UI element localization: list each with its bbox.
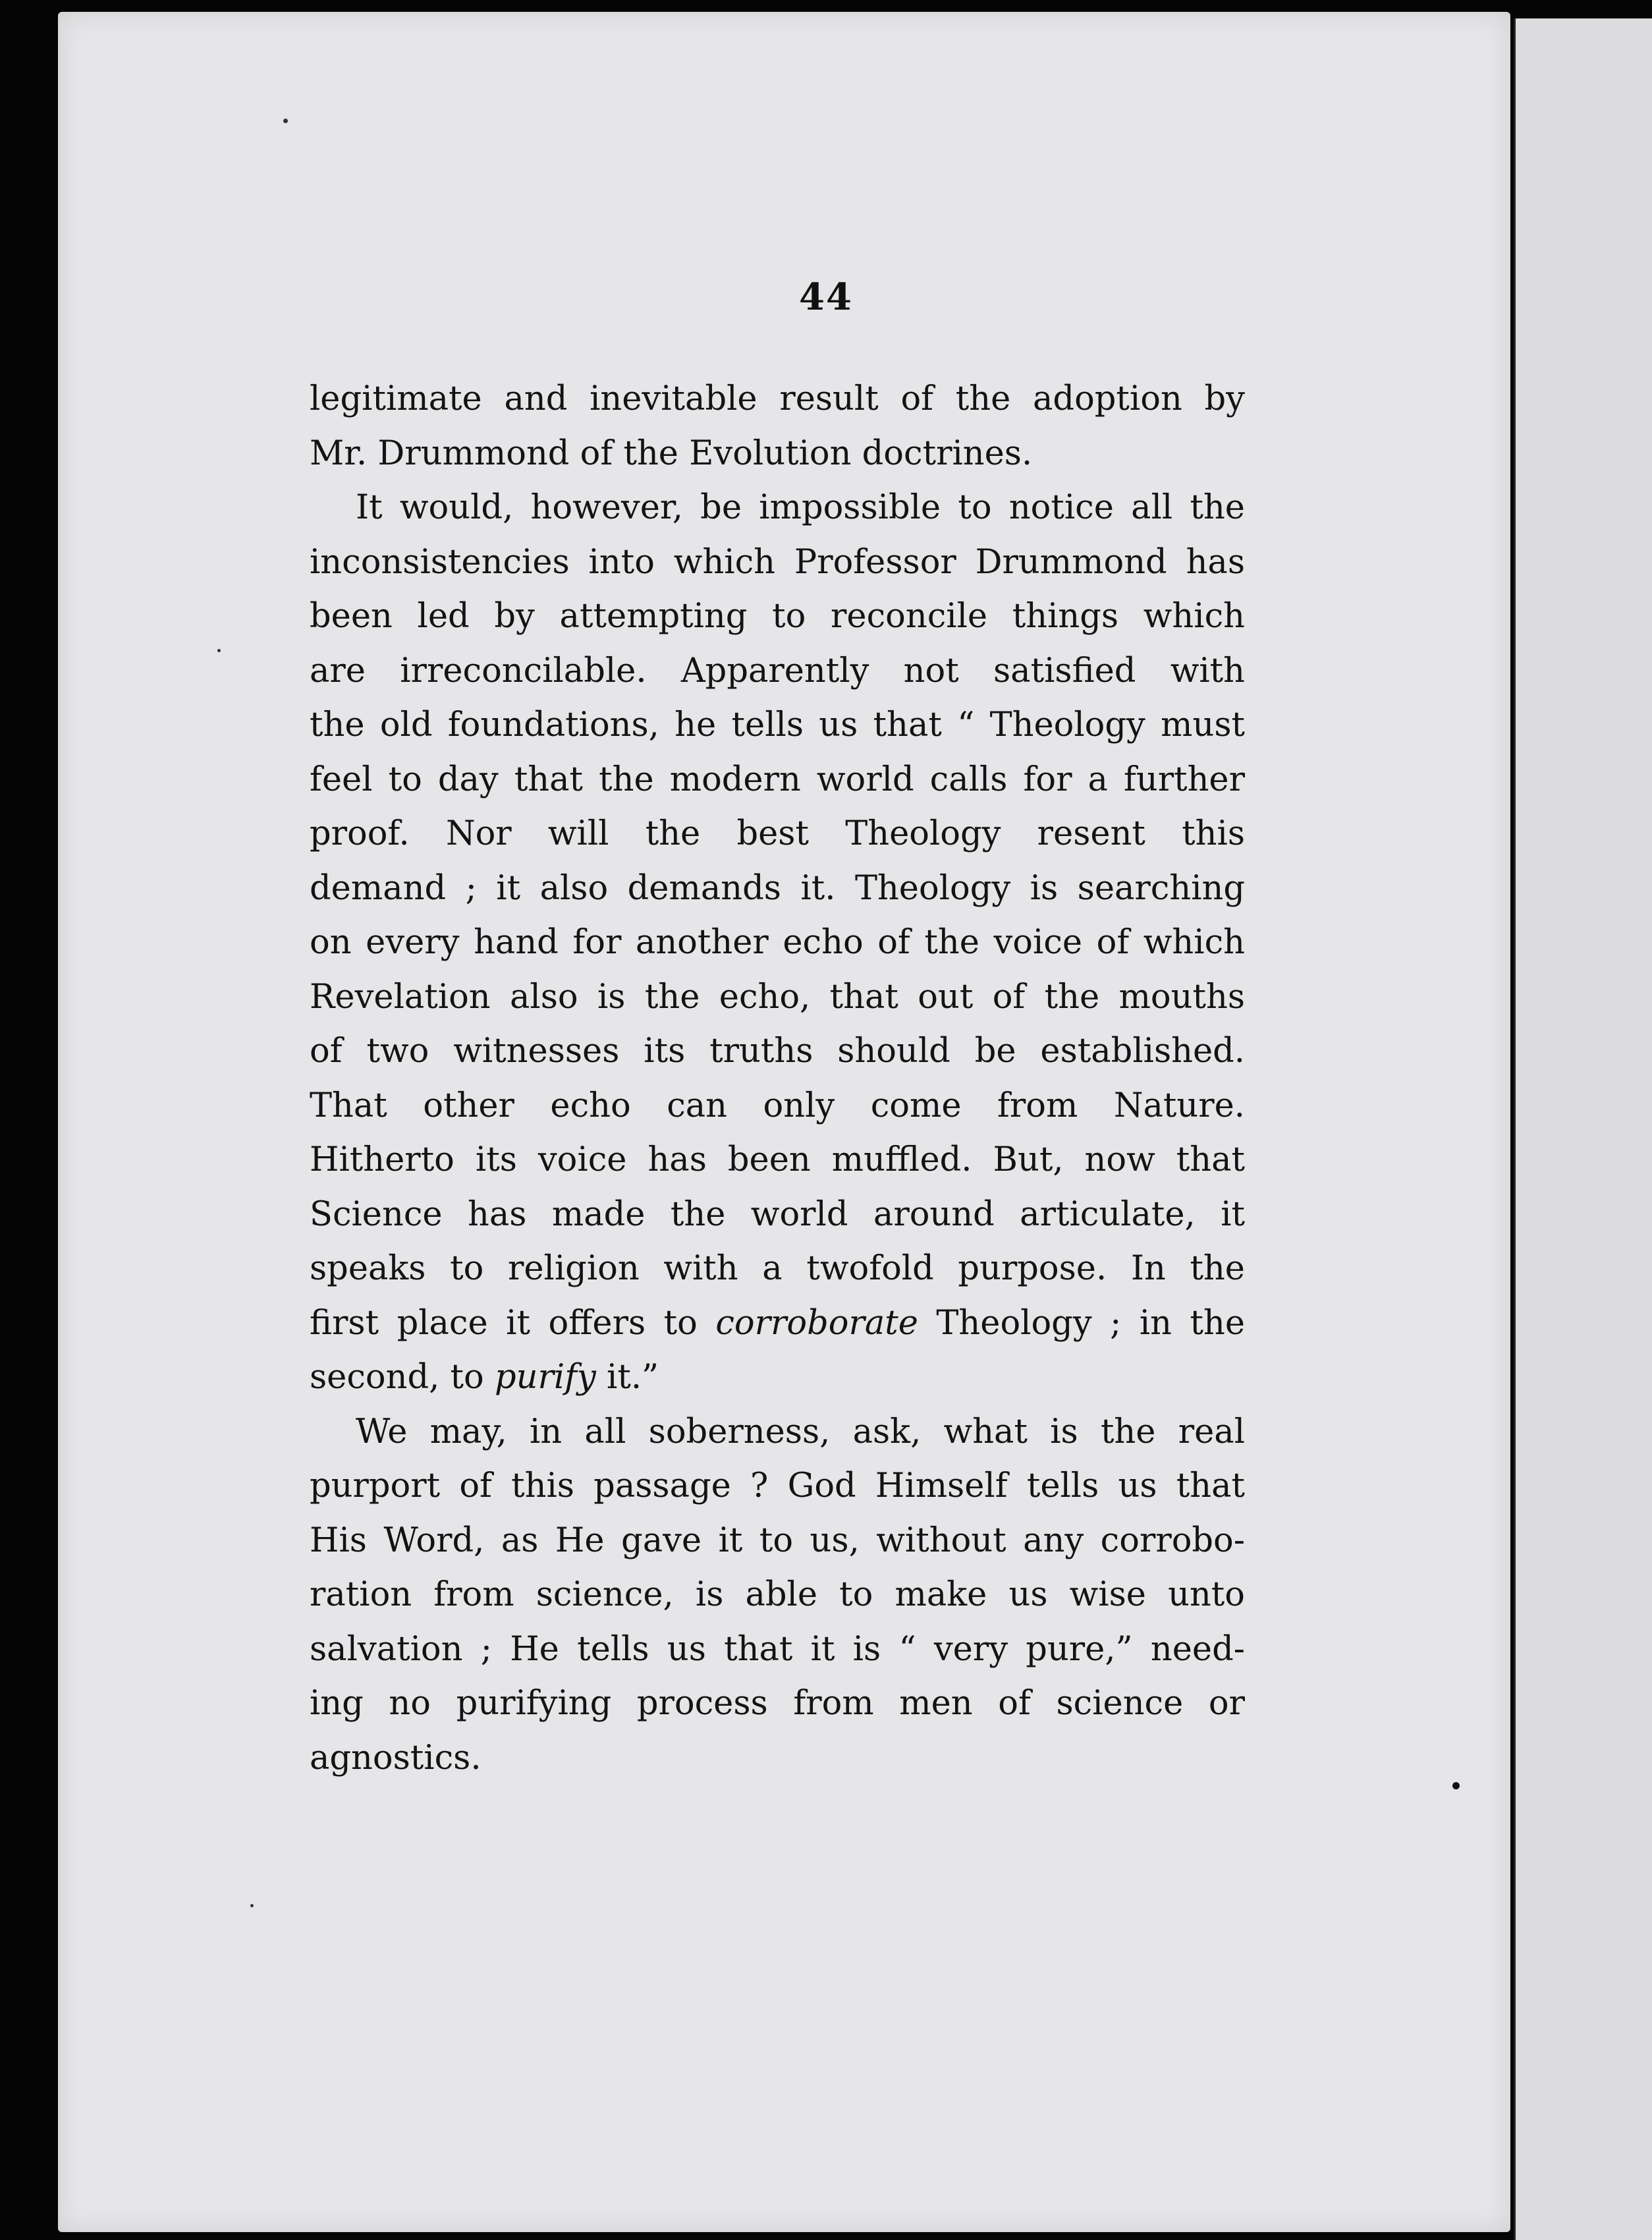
text-line: feel to day that the modern world calls for a further [310,760,1245,799]
adjacent-page-edge [1514,18,1652,2240]
text-line: Revelation also is the echo, that out of the mouths [310,977,1245,1017]
text-line: purport of this passage ? God Himself tells us that [310,1467,1245,1505]
text-line: are irreconcilable. Apparently not satisfied with [310,651,1245,690]
text-line: We may, in all soberness, ask, what is the real [356,1412,1245,1451]
dust-speck [250,1904,254,1907]
text-line: the old foundations, he tells us that “ Theology must [310,706,1245,744]
text-line: legitimate and inevitable result of the adoption by [310,379,1245,418]
text-line: ration from science, is able to make us wise unto [310,1575,1245,1614]
text-line: His Word, as He gave it to us, without any corrobo- [310,1521,1245,1560]
dust-speck [283,119,288,123]
italic-emphasis: corroborate [715,1303,918,1343]
text-line: inconsistencies into which Professor Drummond has [310,542,1245,582]
italic-emphasis: purify [494,1358,596,1397]
text-line [310,1351,1245,1405]
text-segment: Theology ; in the [918,1303,1245,1343]
text-line: Hitherto its voice has been muffled. But, now that [310,1140,1245,1179]
text-line: ing no purifying process from men of science or [310,1684,1245,1723]
body-text [310,372,1245,1785]
text-segment: second, to [310,1358,495,1397]
dust-speck [1452,1782,1460,1789]
text-line: speaks to religion with a twofold purpose. In the [310,1249,1245,1288]
text-line: Mr. Drummond of the Evolution doctrines. [310,434,1033,473]
page-number: 44 [799,275,853,319]
text-line: been led by attempting to reconcile things which [310,597,1245,636]
text-line: proof. Nor will the best Theology resent this [310,814,1245,853]
text-line: on every hand for another echo of the voice of which [310,923,1245,962]
text-line: salvation ; He tells us that it is “ very pure,” need- [310,1629,1245,1669]
text-segment: it.” [595,1358,659,1397]
text-segment: first place it offers to [310,1303,716,1343]
text-line: agnostics. [310,1738,482,1778]
dust-speck [217,649,221,652]
text-line: That other echo can only come from Nature. [310,1086,1245,1125]
text-line: Science has made the world around articulate, it [310,1194,1245,1234]
text-line [310,1297,1245,1351]
text-line: It would, however, be impossible to notice all the [356,488,1245,527]
text-line: demand ; it also demands it. Theology is searching [310,868,1245,908]
text-line: of two witnesses its truths should be established. [310,1032,1245,1071]
